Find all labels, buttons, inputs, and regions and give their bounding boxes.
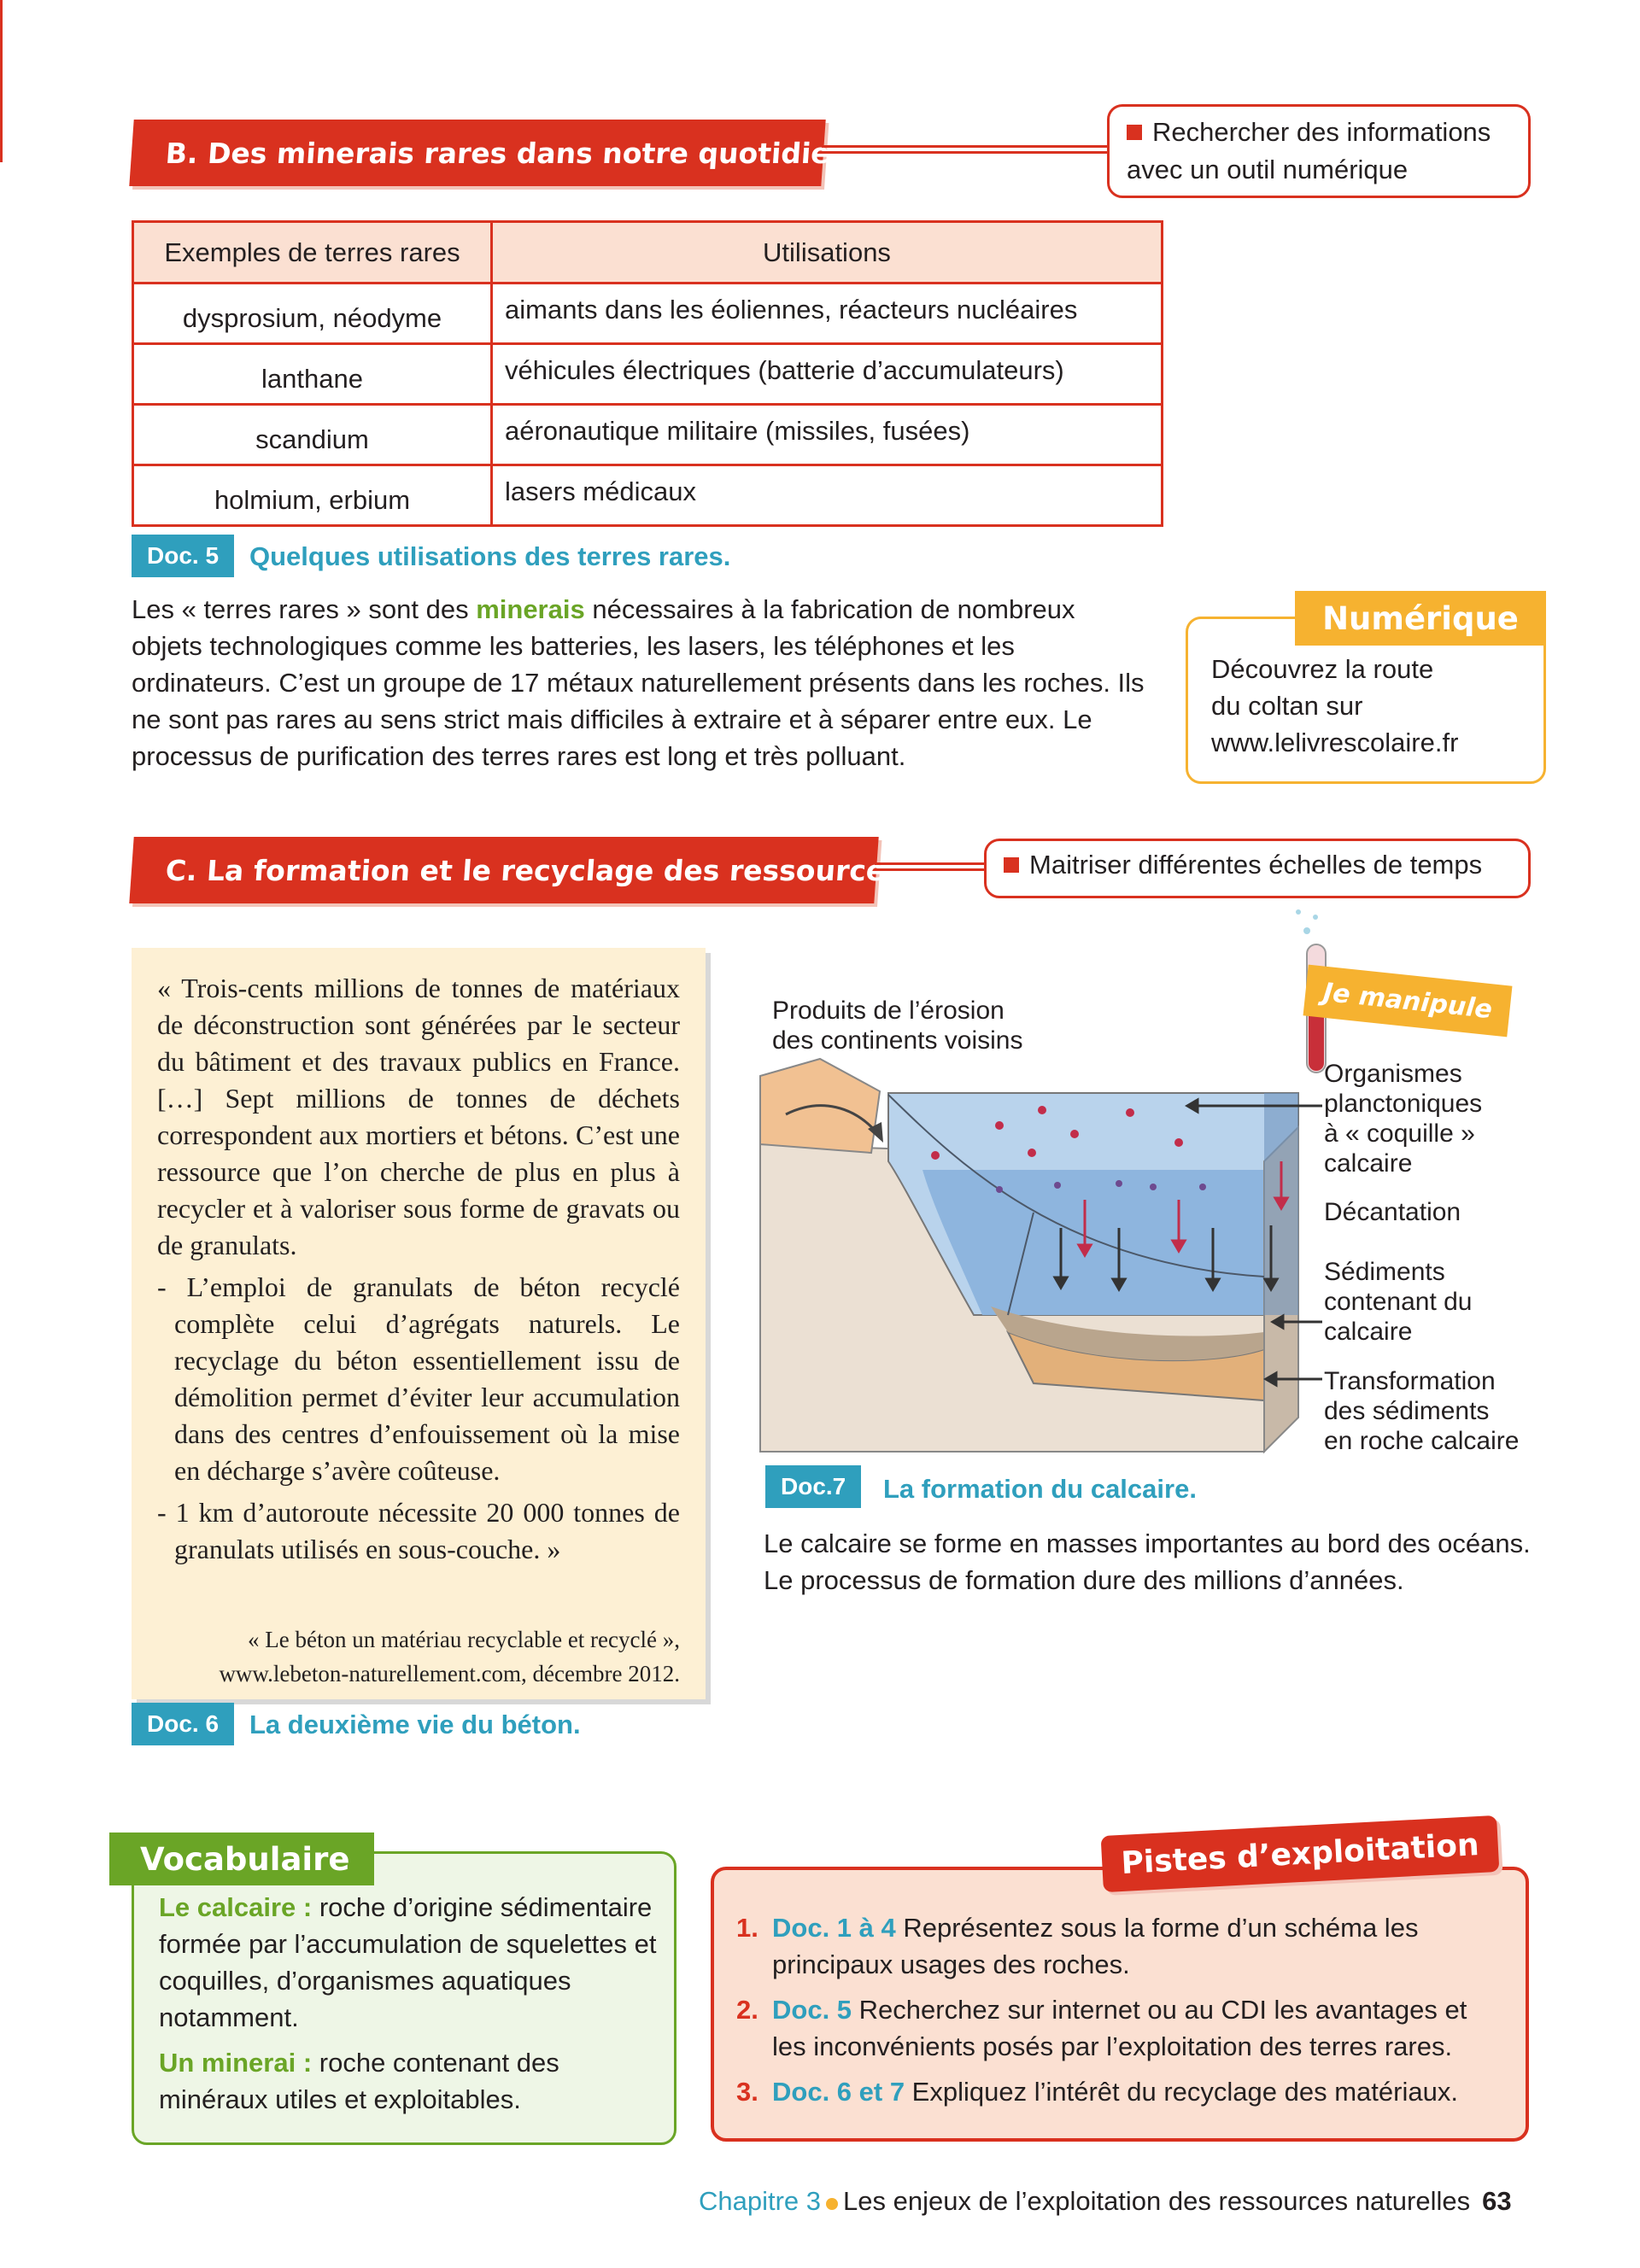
term-calcaire: Le calcaire : <box>159 1892 313 1922</box>
table-cell-use: véhicules électriques (batterie d’accumulateurs) <box>492 344 1163 405</box>
skill-line-2: avec un outil numérique <box>1127 155 1409 184</box>
item-text: Recherchez sur internet ou au CDI les avantages et les inconvénients posés par l’exploitation des terres rares. <box>772 1995 1467 2061</box>
table-cell-element: holmium, erbium <box>133 465 492 526</box>
label-line: des continents voisins <box>772 1026 1023 1055</box>
section-c-skill-box <box>984 839 1531 898</box>
footer-title: Les enjeux de l’exploitation des ressources naturelles <box>843 2186 1471 2216</box>
skill-line: Maitriser différentes échelles de temps <box>1029 850 1483 880</box>
paragraph-text: nécessaires à la fabrication de nombreux objets technologiques comme les batteries, les lasers, les téléphones et les ordinateurs. C’est un groupe de 17 métaux naturellement présents dans les roches. Ils ne sont pas rares au sens strict mais difficiles à extraire et à séparer entre eux. Le processus de purification des terres rares est long et très polluant. <box>132 594 1145 771</box>
pistes-list <box>736 1909 1505 2119</box>
quote-list-item: - L’emploi de granulats de béton recyclé complète celui d’agrégats naturels. Le recyclage du béton essentiellement issu de démolition permet d’éviter leur accumulation dans des centres d’enfouissement où la mise en décharge s’avère coûteuse. <box>157 1271 680 1486</box>
table-row <box>133 344 1163 405</box>
vocabulaire-text <box>159 1889 663 2126</box>
table-row <box>133 284 1163 344</box>
list-item <box>736 1909 1505 1983</box>
doc6-tag: Doc. 6 <box>132 1703 234 1745</box>
table-cell-use: lasers médicaux <box>492 465 1163 526</box>
item-text: Représentez sous la forme d’un schéma les principaux usages des roches. <box>772 1913 1419 1979</box>
doc7-tag: Doc.7 <box>765 1465 861 1508</box>
section-c-rule <box>875 862 986 871</box>
label-line: Sédiments <box>1324 1258 1445 1286</box>
label-line: planctoniques <box>1324 1090 1483 1118</box>
label-erosion <box>772 996 1023 1055</box>
numerique-title: Numérique <box>1295 591 1546 646</box>
table-row <box>133 465 1163 526</box>
term-minerai: Un minerai : <box>159 2048 313 2078</box>
footer-dot-icon <box>826 2198 838 2210</box>
table-row <box>133 405 1163 465</box>
label-organismes <box>1324 1059 1482 1178</box>
numerique-line: Découvrez la route <box>1211 654 1434 684</box>
quote-source-url: www.lebeton-naturellement.com, décembre 2012. <box>219 1661 680 1686</box>
page-footer <box>699 2186 1512 2217</box>
list-item <box>736 1991 1505 2065</box>
skill-square-icon <box>1004 857 1019 873</box>
label-line: Produits de l’érosion <box>772 997 1004 1025</box>
paragraph-text: Les « terres rares » sont des <box>132 594 477 624</box>
label-line: à « coquille » <box>1324 1119 1475 1148</box>
item-number: 3. <box>736 2077 758 2107</box>
numerique-link[interactable]: www.lelivrescolaire.fr <box>1211 728 1459 757</box>
label-sediments <box>1324 1257 1472 1347</box>
quote-source-title: « Le béton un matériau recyclable et recyclé », <box>248 1627 680 1652</box>
keyword-minerais: minerais <box>476 594 585 624</box>
quote-list-item: - 1 km d’autoroute nécessite 20 000 tonnes de granulats utilisés en sous-couche. » <box>157 1497 680 1564</box>
doc5-tag: Doc. 5 <box>132 535 234 577</box>
table-cell-use: aimants dans les éoliennes, réacteurs nucléaires <box>492 284 1163 344</box>
label-line: contenant du <box>1324 1288 1473 1316</box>
label-transformation <box>1324 1366 1519 1456</box>
label-line: Organismes <box>1324 1060 1462 1088</box>
section-b-title: B. Des minerais rares dans notre quotidien <box>129 120 825 186</box>
label-line: Transformation <box>1324 1367 1496 1395</box>
quote-text <box>157 970 680 1568</box>
je-manipule-badge: Je manipule <box>1303 965 1513 1038</box>
doc7-caption: La formation du calcaire. <box>883 1474 1197 1504</box>
list-item <box>736 2073 1505 2110</box>
numerique-line: du coltan sur <box>1211 691 1363 721</box>
item-doc-ref: Doc. 6 et 7 <box>772 2077 905 2107</box>
item-number: 2. <box>736 1995 758 2025</box>
label-line: en roche calcaire <box>1324 1427 1520 1455</box>
pistes-title: Pistes d’exploitation <box>1101 1815 1500 1892</box>
definition-calcaire: roche d’origine sédimentaire formée par l’accumulation de squelettes et coquilles, d’organismes aquatiques notamment. <box>159 1892 657 2032</box>
table-header-uses: Utilisations <box>492 222 1163 284</box>
table-cell-use: aéronautique militaire (missiles, fusées) <box>492 405 1163 465</box>
label-decantation: Décantation <box>1324 1198 1461 1226</box>
vocabulaire-title: Vocabulaire <box>109 1833 374 1885</box>
doc7-text: Le calcaire se forme en masses importantes au bord des océans. Le processus de formation dure des millions d’années. <box>764 1529 1531 1595</box>
section-b-rule <box>822 145 1109 154</box>
table-cell-element: scandium <box>133 405 492 465</box>
section-b-skill-box <box>1107 104 1531 198</box>
quote-paragraph: « Trois-cents millions de tonnes de matériaux de déconstruction sont générées par le secteur du bâtiment et des travaux publics en France. […] Sept millions de tonnes de déchets correspondent aux mortiers et bétons. C’est une ressource que l’on cherche de plus en plus à recycler et à valoriser sous forme de gravats ou de granulats. <box>157 973 680 1260</box>
table-header-examples: Exemples de terres rares <box>133 222 492 284</box>
definition-minerai: roche contenant des minéraux utiles et exploitables. <box>159 2048 559 2114</box>
numerique-text[interactable] <box>1211 651 1536 761</box>
page-edge-mark <box>0 0 3 162</box>
label-line: calcaire <box>1324 1318 1413 1346</box>
item-text: Expliquez l’intérêt du recyclage des matériaux. <box>905 2077 1458 2107</box>
doc5-caption: Quelques utilisations des terres rares. <box>249 541 731 571</box>
skill-line-1: Rechercher des informations <box>1152 117 1491 147</box>
label-line: calcaire <box>1324 1149 1413 1178</box>
page-number: 63 <box>1482 2186 1512 2216</box>
item-doc-ref: Doc. 5 <box>772 1995 852 2025</box>
section-b-paragraph <box>132 591 1148 775</box>
item-doc-ref: Doc. 1 à 4 <box>772 1913 896 1943</box>
doc6-caption: La deuxième vie du béton. <box>249 1710 581 1739</box>
skill-square-icon <box>1127 125 1142 140</box>
table-cell-element: lanthane <box>133 344 492 405</box>
label-line: des sédiments <box>1324 1397 1490 1425</box>
footer-chapter: Chapitre 3 <box>699 2186 822 2216</box>
table-cell-element: dysprosium, néodyme <box>133 284 492 344</box>
section-c-title: C. La formation et le recyclage des ressources <box>129 837 878 903</box>
item-number: 1. <box>736 1913 758 1943</box>
rare-earths-table <box>132 220 1163 527</box>
quote-source <box>157 1622 680 1691</box>
